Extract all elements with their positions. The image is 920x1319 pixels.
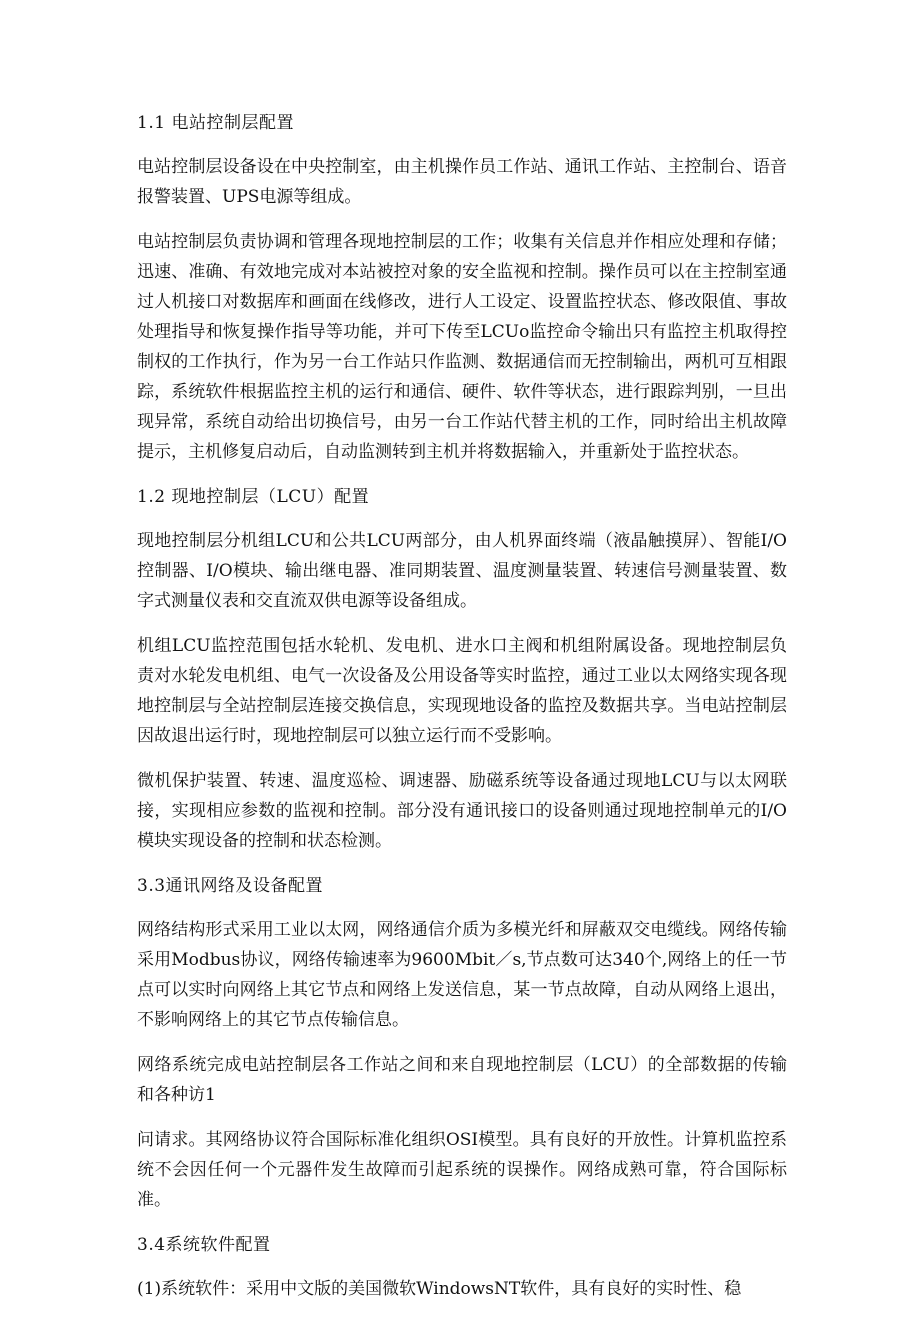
- paragraph: 问请求。其网络协议符合国际标准化组织OSI模型。具有良好的开放性。计算机监控系统不会因任何一个元器件发生故障而引起系统的误操作。网络成熟可靠，符合国际标准。: [137, 1130, 787, 1210]
- paragraph: (1)系统软件：采用中文版的美国微软WindowsNT软件，具有良好的实时性、稳: [137, 1279, 742, 1299]
- section-heading: 3.3通讯网络及设备配置: [137, 876, 324, 896]
- paragraph: 微机保护装置、转速、温度巡检、调速器、励磁系统等设备通过现地LCU与以太网联接，实现相应参数的监视和控制。部分没有通讯接口的设备则通过现地控制单元的I/O模块实现设备的控制和状态检测。: [137, 771, 787, 851]
- section-heading: 1.2 现地控制层（LCU）配置: [137, 487, 370, 507]
- section-1-2: [137, 482, 787, 856]
- paragraph: 网络系统完成电站控制层各工作站之间和来自现地控制层（LCU）的全部数据的传输和各种访1: [137, 1055, 787, 1105]
- paragraph: 网络结构形式采用工业以太网，网络通信介质为多模光纤和屏蔽双交电缆线。网络传输采用Modbus协议，网络传输速率为9600Mbit／s,节点数可达340个,网络上的任一节点可以实时向网络上其它节点和网络上发送信息，某一节点故障，自动从网络上退出，不影响网络上的其它节点传输信息。: [137, 920, 787, 1030]
- section-heading: 1.1 电站控制层配置: [137, 113, 294, 133]
- section-1-1: [137, 108, 787, 467]
- section-heading: 3.4系统软件配置: [137, 1235, 271, 1255]
- paragraph: 电站控制层设备设在中央控制室，由主机操作员工作站、通讯工作站、主控制台、语音报警装置、UPS电源等组成。: [137, 157, 787, 207]
- section-3-4: [137, 1230, 787, 1304]
- paragraph: 电站控制层负责协调和管理各现地控制层的工作；收集有关信息并作相应处理和存储；迅速、准确、有效地完成对本站被控对象的安全监视和控制。操作员可以在主控制室通过人机接口对数据库和画面在线修改，进行人工设定、设置监控状态、修改限值、事故处理指导和恢复操作指导等功能，并可下传至LCUo监控命令输出只有监控主机取得控制权的工作执行，作为另一台工作站只作监测、数据通信而无控制输出，两机可互相跟踪，系统软件根据监控主机的运行和通信、硬件、软件等状态，进行跟踪判别，一旦出现异常，系统自动给出切换信号，由另一台工作站代替主机的工作，同时给出主机故障提示，主机修复启动后，自动监测转到主机并将数据输入，并重新处于监控状态。: [137, 232, 787, 462]
- paragraph: 机组LCU监控范围包括水轮机、发电机、进水口主阀和机组附属设备。现地控制层负责对水轮发电机组、电气一次设备及公用设备等实时监控，通过工业以太网络实现各现地控制层与全站控制层连接交换信息，实现现地设备的监控及数据共享。当电站控制层因故退出运行时，现地控制层可以独立运行而不受影响。: [137, 636, 787, 746]
- section-3-3: [137, 871, 787, 1215]
- paragraph: 现地控制层分机组LCU和公共LCU两部分，由人机界面终端（液晶触摸屏）、智能I/O控制器、I/O模块、输出继电器、准同期装置、温度测量装置、转速信号测量装置、数字式测量仪表和交直流双供电源等设备组成。: [137, 531, 787, 611]
- document-page: [137, 108, 787, 1319]
